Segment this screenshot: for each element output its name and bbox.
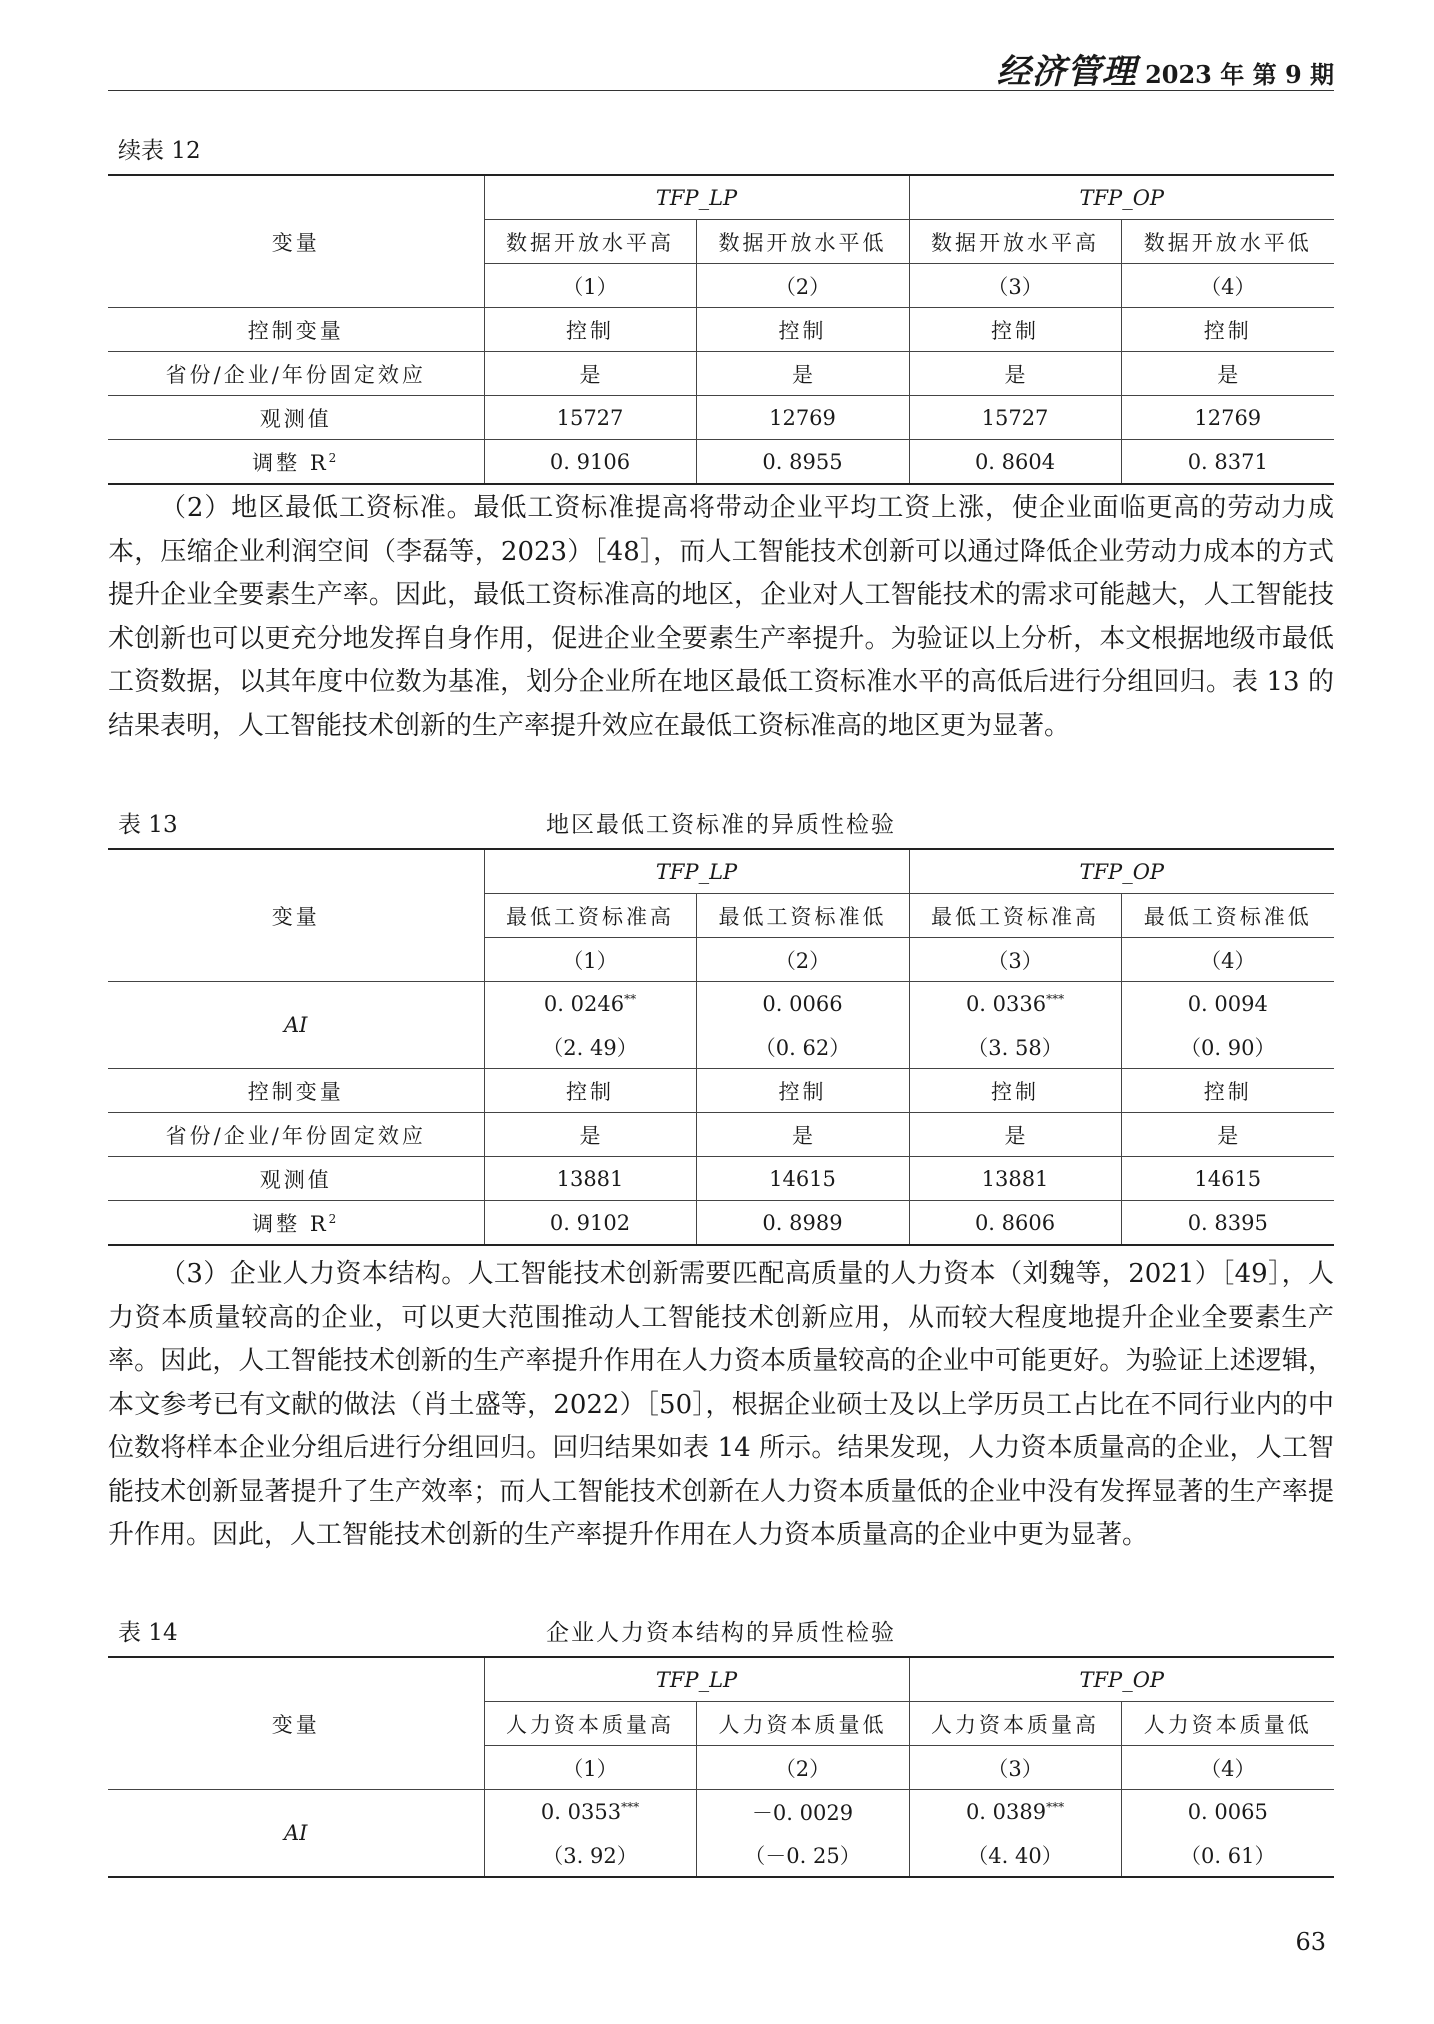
significance-stars: ***	[1046, 1799, 1065, 1814]
cell: 控制	[909, 1069, 1121, 1113]
table13-num-1: （1）	[484, 938, 696, 982]
table12-col-3: 数据开放水平高	[909, 220, 1121, 264]
row-label: 控制变量	[108, 308, 484, 352]
coef-cell	[909, 982, 1121, 1026]
issue-label: 2023 年 第 9 期	[1145, 60, 1334, 89]
table13-num-2: （2）	[696, 938, 909, 982]
t-stat-cell: （－0. 25）	[696, 1833, 909, 1877]
table13-group-op: TFP_OP	[909, 849, 1334, 894]
row-label-text: 调整 R	[252, 1211, 329, 1236]
coef-cell	[484, 982, 696, 1026]
table13-num-3: （3）	[909, 938, 1121, 982]
table12-label-row	[108, 132, 1334, 166]
cell: 12769	[1121, 396, 1334, 440]
row-label	[108, 440, 484, 485]
cell: 控制	[1121, 308, 1334, 352]
table13-num-4: （4）	[1121, 938, 1334, 982]
t-stat-cell: （4. 40）	[909, 1833, 1121, 1877]
table13-ai-label: AI	[108, 982, 484, 1069]
table12-num-2: （2）	[696, 264, 909, 308]
row-label: 省份/企业/年份固定效应	[108, 1113, 484, 1157]
table13-var-header: 变量	[108, 849, 484, 982]
cell: 是	[696, 1113, 909, 1157]
table12-group-lp: TFP_LP	[484, 175, 909, 220]
row-label: 观测值	[108, 396, 484, 440]
table14-col-1: 人力资本质量高	[484, 1702, 696, 1746]
table13-group-lp: TFP_LP	[484, 849, 909, 894]
table14-number: 表 14	[118, 1620, 178, 1646]
body-paragraph-2: （3）企业人力资本结构。人工智能技术创新需要匹配高质量的人力资本（刘魏等，2021）［49］，人力资本质量较高的企业，可以更大范围推动人工智能技术创新应用，从而较大程度地提升企业全要素生产率。因此，人工智能技术创新的生产率提升作用在人力资本质量较高的企业中可能更好。为验证上述逻辑，本文参考已有文献的做法（肖土盛等，2022）［50］，根据企业硕士及以上学历员工占比在不同行业内的中位数将样本企业分组后进行分组回归。回归结果如表 14 所示。结果发现，人力资本质量高的企业，人工智能技术创新显著提升了生产效率；而人工智能技术创新在人力资本质量低的企业中没有发挥显著的生产率提升作用。因此，人工智能技术创新的生产率提升作用在人力资本质量高的企业中更为显著。	[108, 1259, 1334, 1550]
cell: 是	[696, 352, 909, 396]
table-row	[108, 1113, 1334, 1157]
cell: 14615	[696, 1157, 909, 1201]
cell: 15727	[484, 396, 696, 440]
t-stat-cell: （0. 90）	[1121, 1025, 1334, 1069]
r2-superscript: 2	[328, 450, 340, 465]
coef-cell	[484, 1790, 696, 1834]
significance-stars: ***	[1046, 991, 1065, 1006]
cell: 0. 8989	[696, 1201, 909, 1246]
t-stat-cell: （3. 58）	[909, 1025, 1121, 1069]
table13-number: 表 13	[118, 812, 178, 838]
cell: 0. 8395	[1121, 1201, 1334, 1246]
table12-label: 续表 12	[118, 138, 201, 164]
coef-value: 0. 0353	[540, 1799, 622, 1824]
table13-group-header	[108, 849, 1334, 894]
table12-col-4: 数据开放水平低	[1121, 220, 1334, 264]
table13-title: 地区最低工资标准的异质性检验	[546, 812, 896, 838]
table13	[108, 848, 1334, 1246]
table13-col-2: 最低工资标准低	[696, 894, 909, 938]
table12-col-2: 数据开放水平低	[696, 220, 909, 264]
coef-value: 0. 0094	[1187, 991, 1268, 1016]
table14-num-4: （4）	[1121, 1746, 1334, 1790]
cell: 13881	[909, 1157, 1121, 1201]
coef-cell	[696, 1790, 909, 1834]
table14-label-row	[108, 1614, 1334, 1648]
page-header	[108, 44, 1334, 91]
table12-num-3: （3）	[909, 264, 1121, 308]
table14-var-header: 变量	[108, 1657, 484, 1790]
coef-value: 0. 0066	[762, 991, 843, 1016]
cell: 是	[909, 1113, 1121, 1157]
table14-ai-coef-row	[108, 1790, 1334, 1834]
coef-value: 0. 0389	[965, 1799, 1047, 1824]
cell: 控制	[484, 308, 696, 352]
row-label: 控制变量	[108, 1069, 484, 1113]
t-stat-cell: （0. 61）	[1121, 1833, 1334, 1877]
table13-col-4: 最低工资标准低	[1121, 894, 1334, 938]
table12	[108, 174, 1334, 485]
table14-col-3: 人力资本质量高	[909, 1702, 1121, 1746]
cell: 13881	[484, 1157, 696, 1201]
table13-col-1: 最低工资标准高	[484, 894, 696, 938]
r2-superscript: 2	[328, 1211, 340, 1226]
table14-num-2: （2）	[696, 1746, 909, 1790]
cell: 是	[1121, 1113, 1334, 1157]
table13-ai-coef-row	[108, 982, 1334, 1026]
table14-num-1: （1）	[484, 1746, 696, 1790]
table14-group-op: TFP_OP	[909, 1657, 1334, 1702]
coef-cell	[909, 1790, 1121, 1834]
table14-group-lp: TFP_LP	[484, 1657, 909, 1702]
coef-value: 0. 0246	[543, 991, 625, 1016]
table12-group-header	[108, 175, 1334, 220]
cell: 是	[484, 1113, 696, 1157]
table-row	[108, 1157, 1334, 1201]
table12-num-4: （4）	[1121, 264, 1334, 308]
t-stat-cell: （0. 62）	[696, 1025, 909, 1069]
page-number: 63	[1295, 1928, 1326, 1956]
cell: 15727	[909, 396, 1121, 440]
table13-col-3: 最低工资标准高	[909, 894, 1121, 938]
significance-stars: **	[624, 991, 637, 1006]
cell: 是	[484, 352, 696, 396]
table-row	[108, 1201, 1334, 1246]
table-row	[108, 352, 1334, 396]
cell: 控制	[909, 308, 1121, 352]
coef-cell	[696, 982, 909, 1026]
table14-col-2: 人力资本质量低	[696, 1702, 909, 1746]
table-row	[108, 1069, 1334, 1113]
journal-title	[997, 44, 1334, 93]
table14	[108, 1656, 1334, 1878]
table14-col-4: 人力资本质量低	[1121, 1702, 1334, 1746]
cell: 0. 9102	[484, 1201, 696, 1246]
coef-value: －0. 0029	[751, 1800, 854, 1825]
table12-num-1: （1）	[484, 264, 696, 308]
table12-var-header: 变量	[108, 175, 484, 308]
cell: 12769	[696, 396, 909, 440]
table14-group-header	[108, 1657, 1334, 1702]
significance-stars: ***	[621, 1799, 640, 1814]
row-label	[108, 1201, 484, 1246]
row-label-text: 调整 R	[252, 450, 329, 475]
cell: 是	[1121, 352, 1334, 396]
cell: 是	[909, 352, 1121, 396]
cell: 控制	[696, 1069, 909, 1113]
table12-col-1: 数据开放水平高	[484, 220, 696, 264]
t-stat-cell: （2. 49）	[484, 1025, 696, 1069]
cell: 0. 8604	[909, 440, 1121, 485]
coef-cell	[1121, 982, 1334, 1026]
row-label: 省份/企业/年份固定效应	[108, 352, 484, 396]
cell: 14615	[1121, 1157, 1334, 1201]
table-row	[108, 396, 1334, 440]
journal-name: 经济管理	[996, 52, 1137, 92]
cell: 0. 8371	[1121, 440, 1334, 485]
table14-num-3: （3）	[909, 1746, 1121, 1790]
row-label: 观测值	[108, 1157, 484, 1201]
table-row	[108, 308, 1334, 352]
table14-ai-label: AI	[108, 1790, 484, 1878]
cell: 0. 8606	[909, 1201, 1121, 1246]
table14-title: 企业人力资本结构的异质性检验	[546, 1620, 896, 1646]
table-row	[108, 440, 1334, 485]
t-stat-cell: （3. 92）	[484, 1833, 696, 1877]
coef-value: 0. 0065	[1187, 1799, 1268, 1824]
coef-cell	[1121, 1790, 1334, 1834]
table13-label-row	[108, 806, 1334, 840]
cell: 控制	[696, 308, 909, 352]
table12-group-op: TFP_OP	[909, 175, 1334, 220]
body-paragraph-1: （2）地区最低工资标准。最低工资标准提高将带动企业平均工资上涨，使企业面临更高的劳动力成本，压缩企业利润空间（李磊等，2023）［48］，而人工智能技术创新可以通过降低企业劳动力成本的方式提升企业全要素生产率。因此，最低工资标准高的地区，企业对人工智能技术的需求可能越大，人工智能技术创新也可以更充分地发挥自身作用，促进企业全要素生产率提升。为验证以上分析，本文根据地级市最低工资数据，以其年度中位数为基准，划分企业所在地区最低工资标准水平的高低后进行分组回归。表 13 的结果表明，人工智能技术创新的生产率提升效应在最低工资标准高的地区更为显著。	[108, 493, 1334, 741]
cell: 0. 9106	[484, 440, 696, 485]
cell: 控制	[1121, 1069, 1334, 1113]
cell: 0. 8955	[696, 440, 909, 485]
coef-value: 0. 0336	[965, 991, 1047, 1016]
cell: 控制	[484, 1069, 696, 1113]
